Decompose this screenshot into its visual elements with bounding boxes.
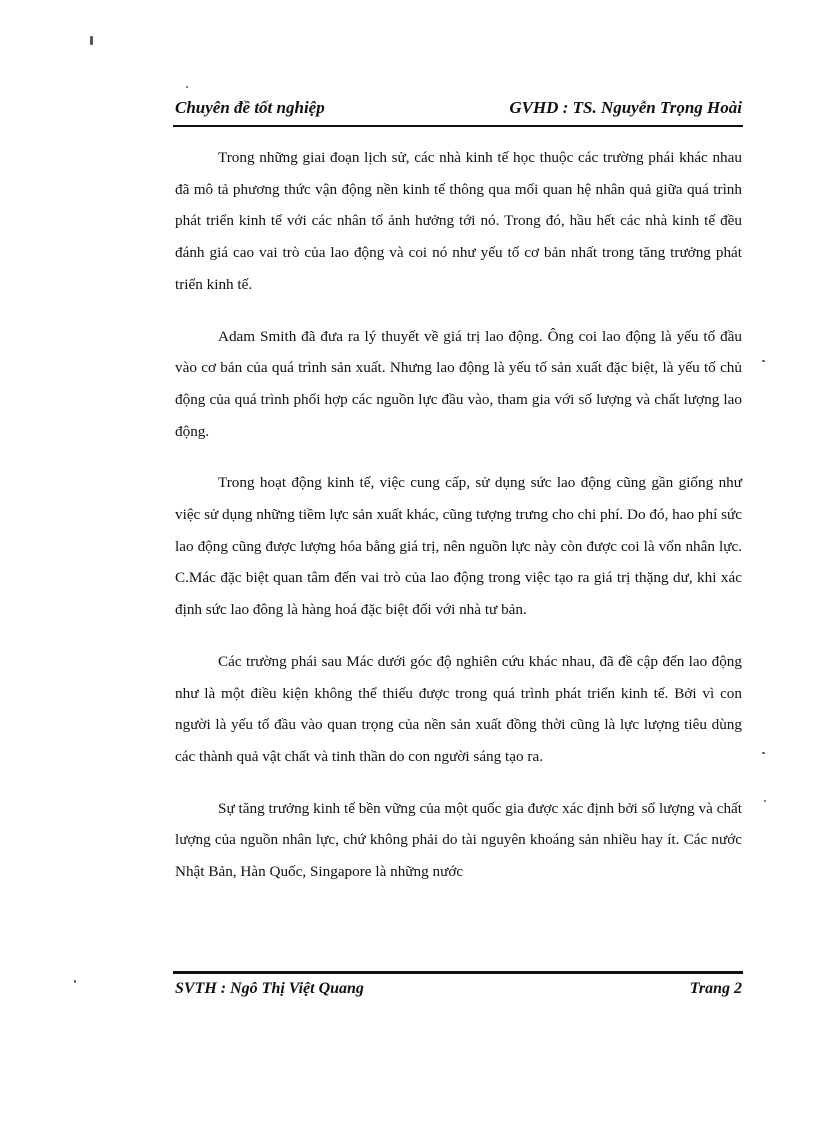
header-supervisor: GVHD : TS. Nguyễn Trọng Hoài (509, 98, 742, 117)
header-divider (173, 125, 743, 127)
scan-speck (74, 980, 76, 983)
page-number: Trang 2 (689, 980, 742, 997)
scan-speck (186, 86, 188, 88)
page-footer (175, 980, 742, 1004)
paragraph: Sự tăng trưởng kinh tế bền vững của một quốc gia được xác định bởi số lượng và chất lượng của nguồn nhân lực, chứ không phải do tài nguyên khoáng sản nhiều hay ít. Các nước Nhật Bản, Hàn Quốc, Singapore là những nước (175, 799, 742, 881)
paragraph: Adam Smith đã đưa ra lý thuyết về giá trị lao động. Ông coi lao động là yếu tố đầu vào cơ bản của quá trình sản xuất. Nhưng lao động là yếu tố sản xuất đặc biệt, là yếu tố chủ động của quá trình phối hợp các nguồn lực đầu vào, tham gia với số lượng và chất lượng lao động. (175, 327, 742, 440)
scan-speck (764, 800, 766, 802)
footer-author: SVTH : Ngô Thị Việt Quang (175, 980, 364, 997)
header-title: Chuyên đề tốt nghiệp (175, 98, 325, 117)
paragraph: Trong những giai đoạn lịch sử, các nhà kinh tế học thuộc các trường phái khác nhau đã mô tả phương thức vận động nền kinh tế thông qua mối quan hệ nhân quả giữa quá trình phát triển kinh tế với các nhân tố ảnh hưởng tới nó. Trong đó, hầu hết các nhà kinh tế đều đánh giá cao vai trò của lao động và coi nó như yếu tố cơ bản nhất trong tăng trưởng phát triển kinh tế. (175, 149, 742, 293)
scan-speck (762, 752, 765, 754)
page-header (175, 98, 742, 122)
page-body (175, 142, 742, 908)
paragraph: Các trường phái sau Mác dưới góc độ nghiên cứu khác nhau, đã đề cập đến lao động như là một điều kiện không thể thiếu được trong quá trình phát triển kinh tế. Bởi vì con người là yếu tố đầu vào quan trọng của nền sản xuất đồng thời cũng là lực lượng tiêu dùng các thành quả vật chất và tinh thần do con người sáng tạo ra. (175, 652, 742, 765)
scan-speck (90, 36, 93, 45)
paragraph: Trong hoạt động kinh tế, việc cung cấp, sử dụng sức lao động cũng gần giống như việc sử dụng những tiềm lực sản xuất khác, cũng tượng trưng cho chi phí. Do đó, hao phí sức lao động cũng được lượng hóa bằng giá trị, nên nguồn lực này còn được coi là vốn nhân lực. C.Mác đặc biệt quan tâm đến vai trò của lao động trong việc tạo ra giá trị thặng dư, khi xác định sức lao đông là hàng hoá đặc biệt đối với nhà tư bản. (175, 474, 742, 619)
footer-divider (173, 971, 743, 974)
scan-speck (762, 360, 765, 362)
